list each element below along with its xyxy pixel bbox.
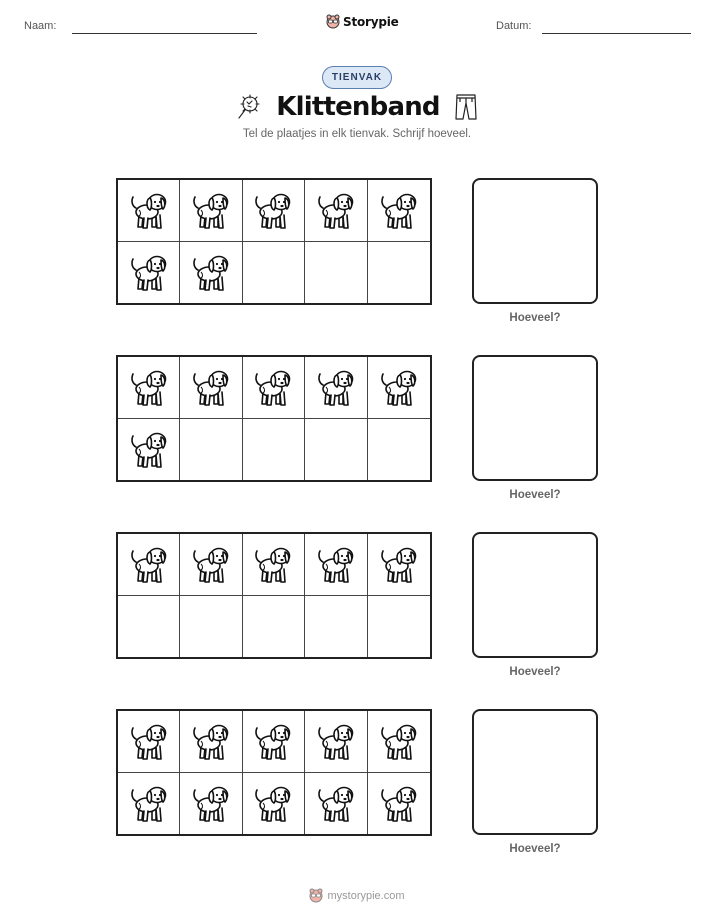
dog-icon bbox=[251, 719, 295, 763]
dog-icon bbox=[127, 365, 171, 409]
ten-frame-cell bbox=[180, 711, 242, 773]
ten-frame-cell bbox=[243, 773, 305, 835]
burdock-burr-icon bbox=[236, 94, 262, 120]
dog-icon bbox=[377, 719, 421, 763]
ten-frame-cell bbox=[305, 357, 367, 419]
date-line[interactable] bbox=[542, 33, 691, 34]
answer-box-2[interactable] bbox=[472, 355, 598, 481]
ten-frame-cell bbox=[368, 419, 430, 481]
dog-icon bbox=[314, 781, 358, 825]
ten-frame-cell bbox=[118, 242, 180, 304]
footer bbox=[0, 888, 714, 903]
ten-frame-cell bbox=[305, 242, 367, 304]
name-line[interactable] bbox=[72, 33, 257, 34]
dog-icon bbox=[127, 542, 171, 586]
dog-icon bbox=[314, 365, 358, 409]
ten-frame-cell bbox=[118, 180, 180, 242]
ten-frame-cell bbox=[180, 419, 242, 481]
ten-frame-cell bbox=[118, 534, 180, 596]
ten-frame-4 bbox=[116, 709, 432, 836]
answer-box-3[interactable] bbox=[472, 532, 598, 658]
trousers-icon bbox=[454, 93, 478, 121]
storypie-mascot-icon bbox=[326, 14, 340, 29]
answer-label-2: Hoeveel? bbox=[509, 489, 561, 501]
ten-frame-cell bbox=[368, 596, 430, 658]
date-label: Datum: bbox=[496, 20, 532, 32]
ten-frame-cell bbox=[243, 357, 305, 419]
dog-icon bbox=[251, 188, 295, 232]
dog-icon bbox=[127, 250, 171, 294]
ten-frame-cell bbox=[243, 596, 305, 658]
dog-icon bbox=[314, 188, 358, 232]
ten-frame-cell bbox=[305, 534, 367, 596]
dog-icon bbox=[127, 719, 171, 763]
answer-label-4: Hoeveel? bbox=[509, 843, 561, 855]
ten-frame-cell bbox=[180, 773, 242, 835]
ten-frame-cell bbox=[305, 773, 367, 835]
ten-frame-cell bbox=[180, 534, 242, 596]
dog-icon bbox=[251, 542, 295, 586]
dog-icon bbox=[314, 542, 358, 586]
ten-frame-cell bbox=[243, 711, 305, 773]
category-badge: TIENVAK bbox=[322, 66, 392, 89]
ten-frame-cell bbox=[180, 242, 242, 304]
dog-icon bbox=[189, 250, 233, 294]
ten-frame-cell bbox=[243, 180, 305, 242]
ten-frame-cell bbox=[118, 357, 180, 419]
instructions: Tel de plaatjes in elk tienvak. Schrijf hoeveel. bbox=[242, 128, 472, 140]
answer-label-1: Hoeveel? bbox=[509, 312, 561, 324]
brand-logo bbox=[326, 14, 399, 29]
ten-frame-cell bbox=[368, 180, 430, 242]
ten-frame-cell bbox=[118, 596, 180, 658]
ten-frame-3 bbox=[116, 532, 432, 659]
dog-icon bbox=[314, 719, 358, 763]
ten-frame-cell bbox=[305, 419, 367, 481]
ten-frame-cell bbox=[368, 773, 430, 835]
answer-label-3: Hoeveel? bbox=[509, 666, 561, 678]
brand-name: Storypie bbox=[343, 14, 399, 29]
dog-icon bbox=[251, 365, 295, 409]
page-title: Klittenband bbox=[276, 92, 440, 122]
ten-frame-cell bbox=[243, 419, 305, 481]
footer-url: mystorypie.com bbox=[327, 889, 405, 902]
answer-box-4[interactable] bbox=[472, 709, 598, 835]
ten-frame-cell bbox=[368, 534, 430, 596]
dog-icon bbox=[377, 365, 421, 409]
dog-icon bbox=[127, 781, 171, 825]
ten-frame-2 bbox=[116, 355, 432, 482]
dog-icon bbox=[377, 781, 421, 825]
dog-icon bbox=[189, 542, 233, 586]
dog-icon bbox=[127, 427, 171, 471]
ten-frame-1 bbox=[116, 178, 432, 305]
ten-frame-cell bbox=[305, 180, 367, 242]
ten-frame-cell bbox=[243, 534, 305, 596]
ten-frame-cell bbox=[118, 711, 180, 773]
ten-frame-cell bbox=[180, 357, 242, 419]
ten-frame-cell bbox=[243, 242, 305, 304]
ten-frame-cell bbox=[118, 419, 180, 481]
ten-frame-cell bbox=[305, 596, 367, 658]
ten-frame-cell bbox=[180, 180, 242, 242]
ten-frame-cell bbox=[368, 711, 430, 773]
ten-frame-cell bbox=[180, 596, 242, 658]
name-label: Naam: bbox=[24, 20, 57, 32]
dog-icon bbox=[189, 781, 233, 825]
ten-frame-cell bbox=[368, 242, 430, 304]
ten-frame-cell bbox=[368, 357, 430, 419]
dog-icon bbox=[127, 188, 171, 232]
ten-frame-cell bbox=[305, 711, 367, 773]
dog-icon bbox=[251, 781, 295, 825]
dog-icon bbox=[189, 365, 233, 409]
storypie-mascot-icon bbox=[309, 888, 323, 903]
dog-icon bbox=[189, 719, 233, 763]
dog-icon bbox=[377, 542, 421, 586]
ten-frame-cell bbox=[118, 773, 180, 835]
dog-icon bbox=[189, 188, 233, 232]
dog-icon bbox=[377, 188, 421, 232]
answer-box-1[interactable] bbox=[472, 178, 598, 304]
